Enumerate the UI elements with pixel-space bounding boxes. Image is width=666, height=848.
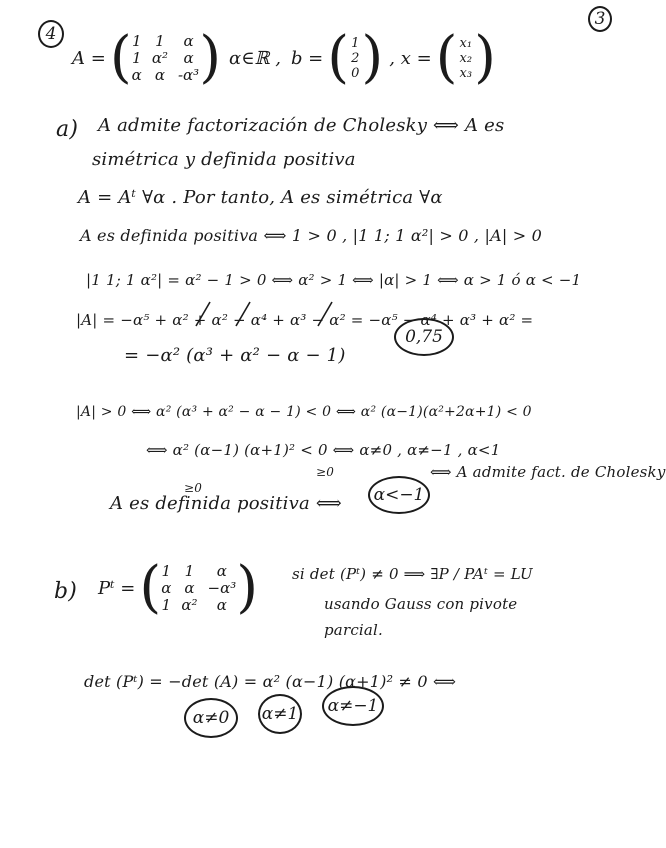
matrix-cell: 1 (161, 561, 172, 580)
vector-cell: x₂ (459, 50, 473, 66)
vector-cell: 1 (351, 35, 360, 51)
matrix-cell: α (216, 595, 227, 614)
part-a-line-6: |A| = −α⁵ + α² + α² − α⁴ + α³ − α² = −α⁵ − α⁴ + α³ + α² = (76, 311, 534, 329)
grade-value: 0,75 (405, 327, 443, 347)
vector-cell: 0 (351, 65, 360, 81)
part-a-line-1: A admite factorización de Cholesky ⟺ A es (98, 115, 505, 136)
matrix-cell: 1 (131, 48, 142, 67)
part-a-line-10: A es definida positiva ⟺ (110, 493, 342, 514)
matrix-cell: 1 (155, 31, 165, 50)
matrix-cell: α (131, 65, 142, 84)
condition-3: α≠−1 (327, 696, 379, 716)
part-b-text-2: usando Gauss con pivote (324, 595, 518, 613)
matrix-cell: -α³ (177, 65, 200, 84)
part-a-line-2: simétrica y definida positiva (92, 149, 356, 170)
part-a-line-8: |A| > 0 ⟺ α² (α³ + α² − α − 1) < 0 ⟺ α² (α−1)(α²+2α+1) < 0 (76, 404, 532, 420)
ge0-mark-1: ≥0 (316, 465, 335, 479)
vector-cell: 2 (351, 50, 360, 66)
page-number: 3 (594, 9, 606, 29)
vector-cell: x₃ (459, 65, 473, 81)
matrix-P: Pᵗ = ( 1 1 α α α −α³ 1 α² α ) (98, 555, 259, 620)
x-label: , x = (389, 47, 432, 69)
ge0-mark-2: ≥0 (184, 481, 203, 495)
header-matrix-A: A = ( 1 1 α 1 α² α α α -α³ ) α∈ℝ , b = ( 1 2 0 ) , x = ( x₁ x₂ x₃ ) (72, 25, 496, 90)
part-b-label: b) (54, 579, 78, 604)
condition-1: α≠0 (192, 708, 230, 728)
problem-number: 4 (45, 24, 57, 44)
part-a-line-9: ⟺ α² (α−1) (α+1)² < 0 ⟺ α≠0 , α≠−1 , α<1 (146, 441, 501, 459)
alpha-in-R: α∈ℝ , (229, 47, 281, 69)
matrix-cell: α (216, 561, 227, 580)
matrix-cell: α² (181, 595, 198, 614)
part-a-label: a) (56, 117, 79, 142)
matrix-cell: α² (151, 48, 168, 67)
matrix-cell: α (183, 48, 194, 67)
matrix-cell: 1 (184, 561, 195, 580)
matrix-cell: −α³ (207, 578, 237, 597)
final-condition: α<−1 (373, 485, 425, 505)
strike-mark (318, 302, 332, 326)
strike-mark (196, 302, 210, 326)
part-b-text-1: si det (Pᵗ) ≠ 0 ⟹ ∃P / PAᵗ = LU (292, 565, 533, 583)
part-a-line-3: A = Aᵗ ∀α . Por tanto, A es simétrica ∀α (78, 187, 443, 208)
A-label: A = (72, 47, 106, 69)
part-a-line-5: |1 1; 1 α²| = α² − 1 > 0 ⟺ α² > 1 ⟺ |α| > 1 ⟺ α > 1 ó α < −1 (86, 271, 582, 289)
part-a-line-11: ⟺ A admite fact. de Cholesky (430, 463, 666, 481)
matrix-cell: 1 (131, 31, 142, 50)
part-a-line-4: A es definida positiva ⟺ 1 > 0 , |1 1; 1 α²| > 0 , |A| > 0 (80, 226, 542, 245)
matrix-cell: 1 (161, 595, 172, 614)
P-label: Pᵗ = (98, 577, 136, 599)
matrix-cell: α (154, 65, 165, 84)
matrix-cell: α (183, 31, 194, 50)
matrix-cell: α (161, 578, 172, 597)
strike-mark (236, 302, 250, 326)
condition-2: α≠1 (261, 704, 299, 724)
vector-cell: x₁ (459, 35, 473, 51)
b-label: b = (290, 47, 324, 69)
matrix-cell: α (184, 578, 195, 597)
part-b-det-line: det (Pᵗ) = −det (A) = α² (α−1) (α+1)² ≠ 0 ⟺ (84, 672, 457, 691)
part-a-line-7: = −α² (α³ + α² − α − 1) (124, 345, 346, 366)
part-b-text-3: parcial. (324, 621, 384, 639)
